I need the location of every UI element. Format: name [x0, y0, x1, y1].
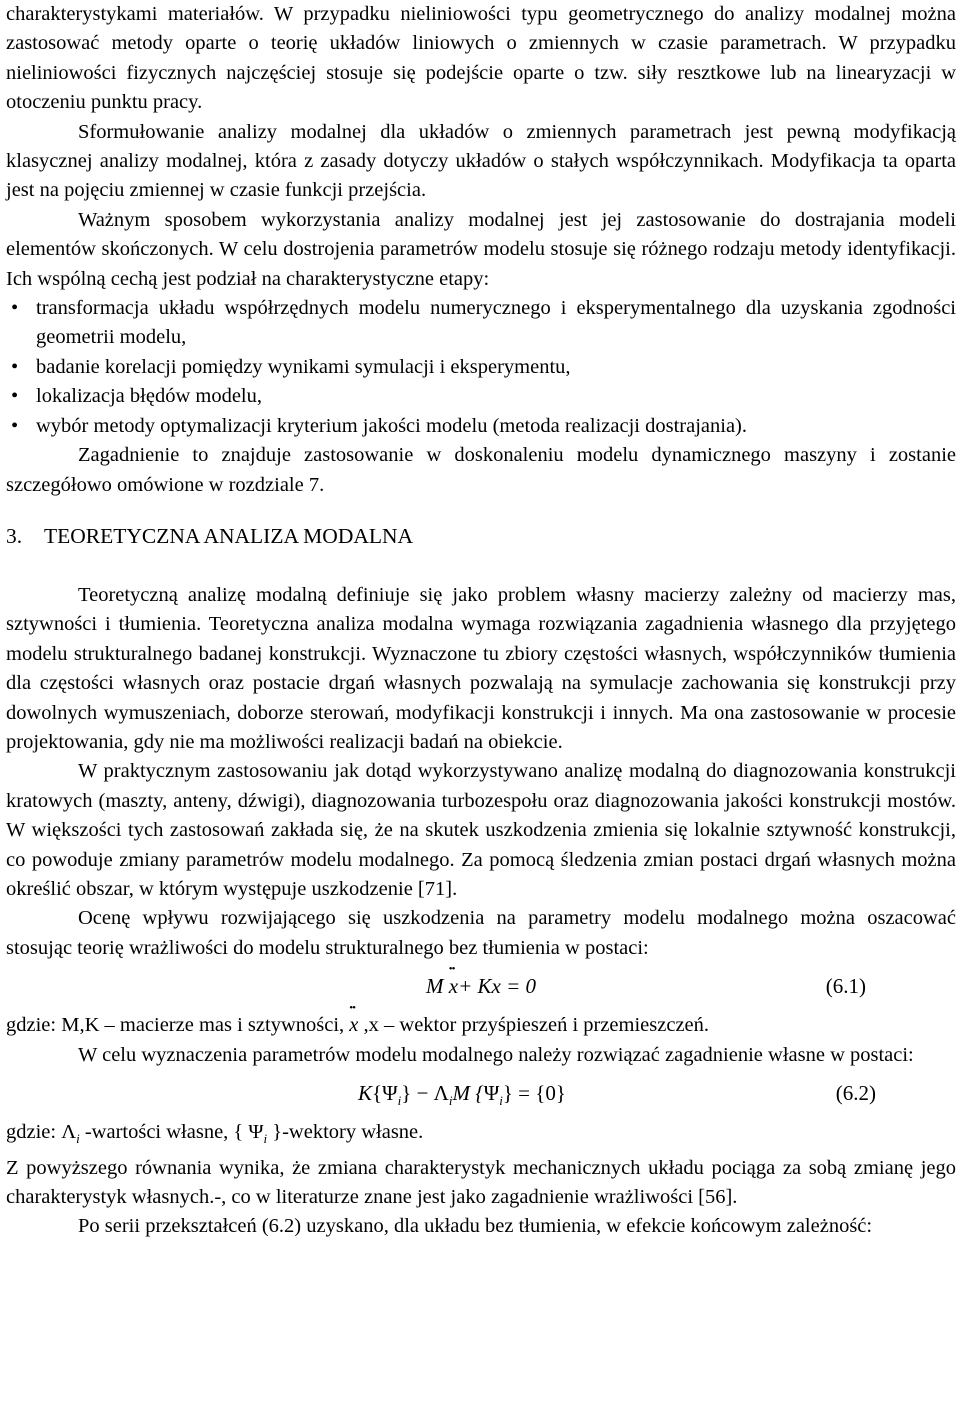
section-heading	[6, 522, 956, 551]
paragraph-model-tuning: Ważnym sposobem wykorzystania analizy modalnej jest jej zastosowanie do dostrajania modeli elementów skończonych. W celu dostrojenia parametrów modelu stosuje się różnego rodzaju metody identyfikacji. Ich wspólną cechą jest podział na charakterystyczne etapy:	[6, 208, 956, 290]
paragraph-sensitivity-theory: Ocenę wpływu rozwijającego się uszkodzenia na parametry modelu modalnego można oszacować stosując teorię wrażliwości do modelu strukturalnego bez tłumienia w postaci:	[6, 907, 956, 959]
paragraph-eigenproblem: W celu wyznaczenia parametrów modelu modalnego należy rozwiązać zagadnienie własne w postaci:	[78, 1043, 914, 1066]
equation-6-1-legend: gdzie: M,K – macierze mas i sztywności, •• x ,x – wektor przyśpieszeń i przemieszczeń.	[6, 1011, 956, 1040]
bullet-icon: •	[11, 414, 19, 437]
equation-6-1-expression: M •• x+ Kx = 0	[426, 972, 536, 1001]
double-dot-x: •• x	[449, 972, 458, 1001]
bullet-icon: •	[11, 355, 19, 378]
paragraph-chapter-reference: Zagadnienie to znajduje zastosowanie w doskonaleniu modelu dynamicznego maszyny i zostanie szczegółowo omówione w rozdziale 7.	[6, 444, 956, 496]
equation-6-2-expression: $K\{\Psi_i\} - \Lambda_iM$ $\{\Psi_i\} = \{0\}$	[358, 1081, 566, 1109]
list-item: • badanie korelacji pomiędzy wynikami symulacji i eksperymentu,	[6, 353, 956, 382]
equation-6-1	[6, 963, 956, 1011]
double-dot-x: •• x	[349, 1011, 358, 1040]
equation-6-2	[6, 1070, 956, 1118]
bullet-icon: •	[11, 385, 19, 408]
paragraph-nonlinearity: charakterystykami materiałów. W przypadku nieliniowości typu geometrycznego do analizy modalnej można zastosować metody oparte o teorię układów liniowych o zmiennych w czasie parametrach. W przypadku nieliniowości fizycznych najczęściej stosuje się podejście oparte o tzw. siły resztkowe lub na linearyzacji w otoczeniu punktu pracy.	[6, 3, 956, 114]
equation-number: (6.1)	[825, 974, 866, 999]
list-item: • transformacja układu współrzędnych modelu numerycznego i eksperymentalnego dla uzyskania zgodności geometrii modelu,	[6, 294, 956, 353]
list-item: • wybór metody optymalizacji kryterium jakości modelu (metoda realizacji dostrajania).	[6, 412, 956, 441]
equation-6-2-legend: gdzie: $\Lambda_i$ -wartości własne, { $\Psi_i$ }-wektory własne.	[6, 1121, 424, 1147]
equation-number: (6.2)	[835, 1081, 876, 1105]
section-number: 3.	[6, 523, 23, 548]
paragraph-theoretical-modal-analysis: Teoretyczną analizę modalną definiuje się jako problem własny macierzy zależny od macierzy mas, sztywności i tłumienia. Teoretyczna analiza modalna wymaga rozwiązania zagadnienia własnego dla przyjętego modelu strukturalnego badanej konstrukcji. Wyznaczone tu zbiory częstości własnych, współczynników tłumienia dla częstości własnych oraz postacie drgań własnych pozwalają na symulacje zachowania się konstrukcji przy dowolnych wymuszeniach, doborze sterowań, modyfikacji konstrukcji i innych. Ma ona zastosowanie w procesie projektowania, gdy nie ma możliwości realizacji badań na obiekcie.	[6, 583, 956, 753]
paragraph-variable-parameters: Sformułowanie analizy modalnej dla układów o zmiennych parametrach jest pewną modyfikacją klasycznej analizy modalnej, która z zasady dotyczy układów o stałych współczynnikach. Modyfikacja ta oparta jest na pojęciu zmiennej w czasie funkcji przejścia.	[6, 120, 956, 202]
paragraph-final-relation: Po serii przekształceń (6.2) uzyskano, dla układu bez tłumienia, w efekcie końcowym zależność:	[78, 1215, 873, 1238]
paragraph-sensitivity-problem: Z powyższego równania wynika, że zmiana charakterystyk mechanicznych układu pociąga za sobą zmianę jego charakterystyk własnych.-, co w literaturze znane jest jako zagadnienie wrażliwości [56].	[6, 1156, 956, 1208]
paragraph-practical-application: W praktycznym zastosowaniu jak dotąd wykorzystywano analizę modalną do diagnozowania konstrukcji kratowych (maszty, anteny, dźwigi), diagnozowania turbozespołu oraz diagnozowania jakości konstrukcji mostów. W większości tych zastosowań zakłada się, że na skutek uszkodzenia zmienia się lokalnie sztywność konstrukcji, co powoduje zmiany parametrów modelu modalnego. Za pomocą śledzenia zmian postaci drgań własnych można określić obszar, w którym występuje uszkodzenie [71].	[6, 760, 956, 900]
bullet-icon: •	[11, 297, 19, 320]
list-item: • lokalizacja błędów modelu,	[6, 382, 956, 411]
stages-list	[6, 294, 956, 441]
section-title: TEORETYCZNA ANALIZA MODALNA	[44, 523, 414, 548]
